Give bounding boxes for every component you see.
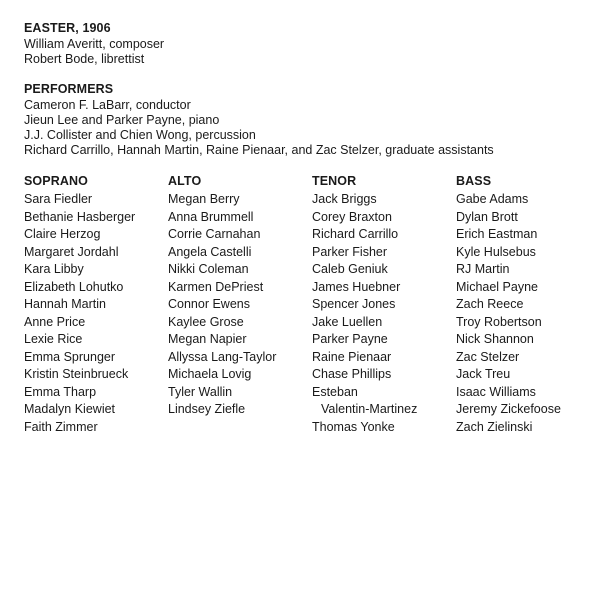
work-title: EASTER, 1906 [24, 21, 111, 35]
singer-name: Lindsey Ziefle [168, 402, 246, 416]
singer-name: Raine Pienaar [312, 349, 392, 364]
singer-name: Lexie Rice [24, 332, 83, 346]
singer-name: Angela Castelli [168, 244, 252, 259]
singer-name: Kristin Steinbrueck [24, 367, 129, 381]
section-heading: TENOR [312, 174, 357, 188]
singer-name: Gabe Adams [456, 192, 529, 206]
singer-name: Elizabeth Lohutko [24, 279, 124, 294]
singer-name: Spencer Jones [312, 297, 396, 311]
section-heading: ALTO [168, 174, 202, 188]
singer-name: Corey Braxton [312, 209, 392, 224]
singer-name: Richard Carrillo [312, 227, 399, 241]
section-tenor [312, 173, 417, 436]
singer-name: Anne Price [24, 314, 86, 329]
singer-name: Emma Tharp [24, 384, 97, 399]
singer-name: Corrie Carnahan [168, 227, 261, 241]
singer-name: Margaret Jordahl [24, 244, 119, 259]
singer-name: Dylan Brott [456, 209, 518, 224]
singer-name: Zach Zielinski [456, 419, 533, 434]
singer-name: Jack Treu [456, 367, 511, 381]
singer-name: Claire Herzog [24, 227, 101, 241]
singer-name: Zac Stelzer [456, 349, 520, 364]
singer-name: Caleb Geniuk [312, 262, 388, 276]
performer-line: Jieun Lee and Parker Payne, piano [24, 113, 220, 127]
singer-name: Sara Fiedler [24, 192, 93, 206]
singer-name: Kara Libby [24, 262, 84, 276]
singer-name: Michaela Lovig [168, 367, 252, 381]
singer-name: James Huebner [312, 279, 401, 294]
singer-name: Connor Ewens [168, 297, 250, 311]
singer-name: Bethanie Hasberger [24, 209, 136, 224]
performers-heading: PERFORMERS [24, 82, 114, 96]
singer-name: Erich Eastman [456, 227, 538, 241]
singer-name: Esteban [312, 384, 358, 399]
singer-name: Faith Zimmer [24, 419, 98, 434]
singer-name: Allyssa Lang-Taylor [168, 349, 277, 364]
singer-name: Parker Payne [312, 332, 388, 346]
section-alto [168, 173, 276, 419]
singer-name: Emma Sprunger [24, 349, 116, 364]
program-page [24, 20, 584, 172]
performer-line: J.J. Collister and Chien Wong, percussion [24, 128, 256, 142]
section-bass [456, 173, 561, 436]
credit-composer: William Averitt, composer [24, 37, 165, 51]
singer-name-continued: Valentin-Martinez [321, 402, 418, 416]
singer-name: Parker Fisher [312, 244, 388, 259]
singer-name: Nikki Coleman [168, 262, 249, 276]
singer-name: Thomas Yonke [312, 419, 395, 434]
singer-name: Isaac Williams [456, 384, 536, 399]
singer-name: Kaylee Grose [168, 314, 244, 329]
credit-librettist: Robert Bode, librettist [24, 52, 145, 66]
singer-name: Megan Berry [168, 192, 240, 206]
performers-block [24, 81, 584, 158]
work-block [24, 20, 584, 67]
singer-name: Anna Brummell [168, 209, 254, 224]
singer-name: Jack Briggs [312, 192, 377, 206]
singer-name: Hannah Martin [24, 297, 106, 311]
singer-name: Chase Phillips [312, 367, 392, 381]
singer-name: Zach Reece [456, 297, 524, 311]
performer-line: Richard Carrillo, Hannah Martin, Raine Pienaar, and Zac Stelzer, graduate assistants [24, 143, 494, 157]
singer-name: Tyler Wallin [168, 384, 233, 399]
singer-name: Megan Napier [168, 332, 247, 346]
section-heading: BASS [456, 174, 492, 188]
singer-name: Jake Luellen [312, 314, 383, 329]
singer-name: Michael Payne [456, 279, 538, 294]
singer-name: RJ Martin [456, 262, 510, 276]
performer-line: Cameron F. LaBarr, conductor [24, 98, 191, 112]
section-heading: SOPRANO [24, 174, 88, 188]
choir-roster [24, 173, 584, 453]
singer-name: Kyle Hulsebus [456, 244, 536, 259]
section-soprano [24, 173, 135, 436]
singer-name: Nick Shannon [456, 332, 534, 346]
singer-name: Karmen DePriest [168, 279, 264, 294]
singer-name: Troy Robertson [456, 314, 542, 329]
singer-name: Madalyn Kiewiet [24, 402, 116, 416]
singer-name: Jeremy Zickefoose [456, 402, 561, 416]
